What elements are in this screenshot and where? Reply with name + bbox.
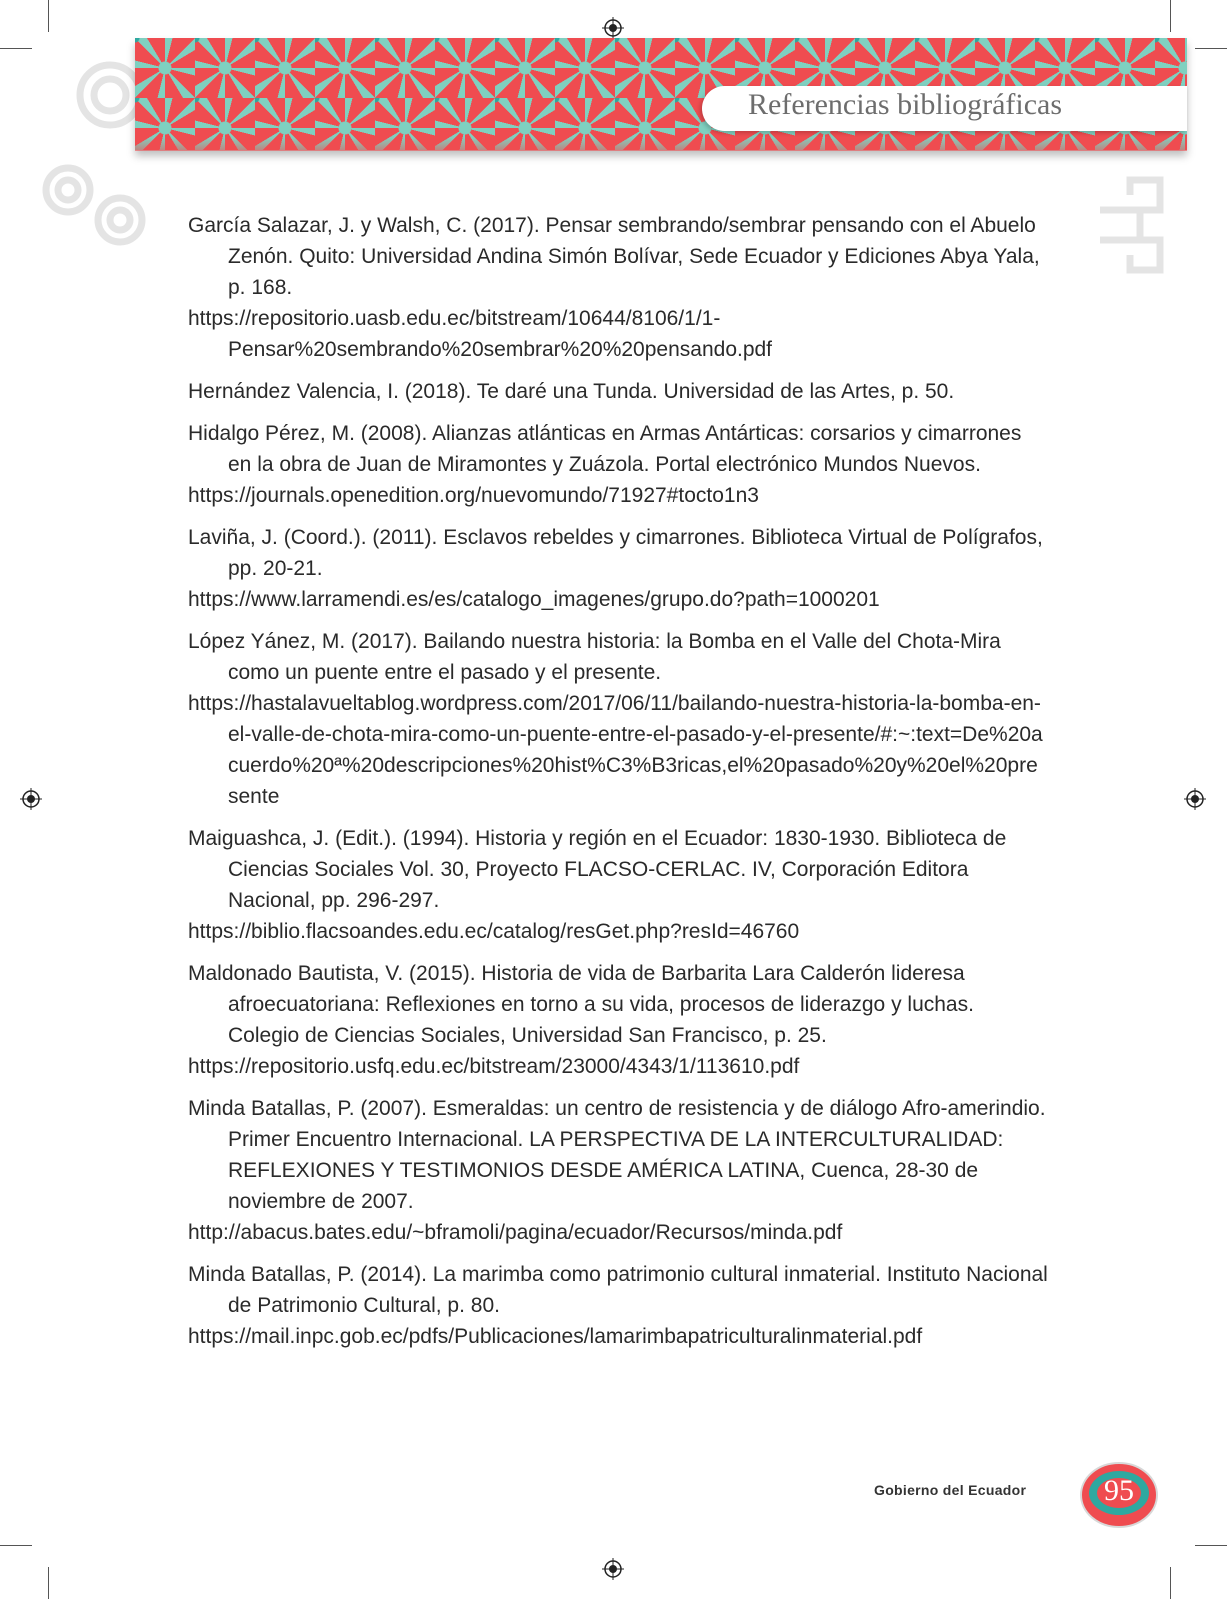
reference-text: Hidalgo Pérez, M. (2008). Alianzas atlánticas en Armas Antárticas: corsarios y cimarrones en la obra de Juan de Miramontes y Zuázola. Portal electrónico Mundos Nuevos. xyxy=(188,422,1022,476)
reference-entry xyxy=(188,958,1048,1082)
reference-link[interactable]: https://repositorio.uasb.edu.ec/bitstream/10644/8106/1/1-Pensar%20sembrando%20sembrar%20%20pensando.pdf xyxy=(188,307,773,361)
reference-entry xyxy=(188,823,1048,947)
crop-mark xyxy=(0,48,32,49)
reference-text: Maiguashca, J. (Edit.). (1994). Historia y región en el Ecuador: 1830-1930. Biblioteca de Ciencias Sociales Vol. 30, Proyecto FLACSO-CERLAC. IV, Corporación Editora Nacional, pp. 296-297. xyxy=(188,827,1007,912)
reference-link[interactable]: https://www.larramendi.es/es/catalogo_imagenes/grupo.do?path=1000201 xyxy=(188,588,880,611)
crop-mark xyxy=(1195,48,1227,49)
reference-link[interactable]: https://biblio.flacsoandes.edu.ec/catalog/resGet.php?resId=46760 xyxy=(188,920,800,943)
crop-mark xyxy=(1170,0,1171,32)
publisher-label: Gobierno del Ecuador xyxy=(874,1482,1027,1498)
reference-text: García Salazar, J. y Walsh, C. (2017). Pensar sembrando/sembrar pensando con el Abuelo Zenón. Quito: Universidad Andina Simón Bolívar, Sede Ecuador y Ediciones Abya Yala, p. 168. xyxy=(188,214,1040,299)
page-title: Referencias bibliográficas xyxy=(748,88,1063,121)
reference-entry xyxy=(188,418,1048,511)
reference-entry xyxy=(188,376,1048,407)
reference-link[interactable]: https://mail.inpc.gob.ec/pdfs/Publicaciones/lamarimbapatriculturalinmaterial.pdf xyxy=(188,1325,923,1348)
reference-text: Minda Batallas, P. (2007). Esmeraldas: un centro de resistencia y de diálogo Afro-amerindio. Primer Encuentro Internacional. LA PERSPECTIVA DE LA INTERCULTURALIDAD: REFLEXIONES Y TESTIMONIOS DESDE AMÉRICA LATINA, Cuenca, 28-30 de noviembre de 2007. xyxy=(188,1097,1046,1213)
registration-mark-icon xyxy=(602,1558,624,1580)
registration-mark-icon xyxy=(1184,788,1206,810)
reference-link[interactable]: https://journals.openedition.org/nuevomundo/71927#tocto1n3 xyxy=(188,484,759,507)
reference-text: López Yánez, M. (2017). Bailando nuestra historia: la Bomba en el Valle del Chota-Mira como un puente entre el pasado y el presente. xyxy=(188,630,1001,684)
reference-list xyxy=(188,210,1048,1363)
spiral-ornament-icon xyxy=(1095,150,1185,290)
reference-entry xyxy=(188,626,1048,812)
page-number: 95 xyxy=(1104,1474,1134,1507)
reference-entry xyxy=(188,1259,1048,1352)
reference-text: Maldonado Bautista, V. (2015). Historia de vida de Barbarita Lara Calderón lideresa afroecuatoriana: Reflexiones en torno a su vida, procesos de liderazgo y luchas. Colegio de Ciencias Sociales, Universidad San Francisco, p. 25. xyxy=(188,962,974,1047)
reference-link[interactable]: https://hastalavueltablog.wordpress.com/2017/06/11/bailando-nuestra-historia-la-bomba-en-el-valle-de-chota-mira-como-un-puente-entre-el-pasado-y-el-presente/#:~:text=De%20acuerdo%20ª%20descripciones%20hist%C3%B3ricas,el%20pasado%20y%20el%20presente xyxy=(188,692,1043,808)
reference-text: Laviña, J. (Coord.). (2011). Esclavos rebeldes y cimarrones. Biblioteca Virtual de Polígrafos, pp. 20-21. xyxy=(188,526,1043,580)
reference-link[interactable]: http://abacus.bates.edu/~bframoli/pagina/ecuador/Recursos/minda.pdf xyxy=(188,1221,843,1244)
registration-mark-icon xyxy=(20,788,42,810)
reference-link[interactable]: https://repositorio.usfq.edu.ec/bitstream/23000/4343/1/113610.pdf xyxy=(188,1055,800,1078)
reference-text: Hernández Valencia, I. (2018). Te daré una Tunda. Universidad de las Artes, p. 50. xyxy=(188,380,955,403)
spiral-ornament-icon xyxy=(40,40,150,250)
crop-mark xyxy=(48,0,49,32)
reference-text: Minda Batallas, P. (2014). La marimba como patrimonio cultural inmaterial. Instituto Nacional de Patrimonio Cultural, p. 80. xyxy=(188,1263,1048,1317)
crop-mark xyxy=(0,1545,32,1546)
reference-entry xyxy=(188,210,1048,365)
registration-mark-icon xyxy=(602,17,624,39)
crop-mark xyxy=(48,1567,49,1599)
crop-mark xyxy=(1170,1567,1171,1599)
crop-mark xyxy=(1195,1545,1227,1546)
reference-entry xyxy=(188,522,1048,615)
reference-entry xyxy=(188,1093,1048,1248)
